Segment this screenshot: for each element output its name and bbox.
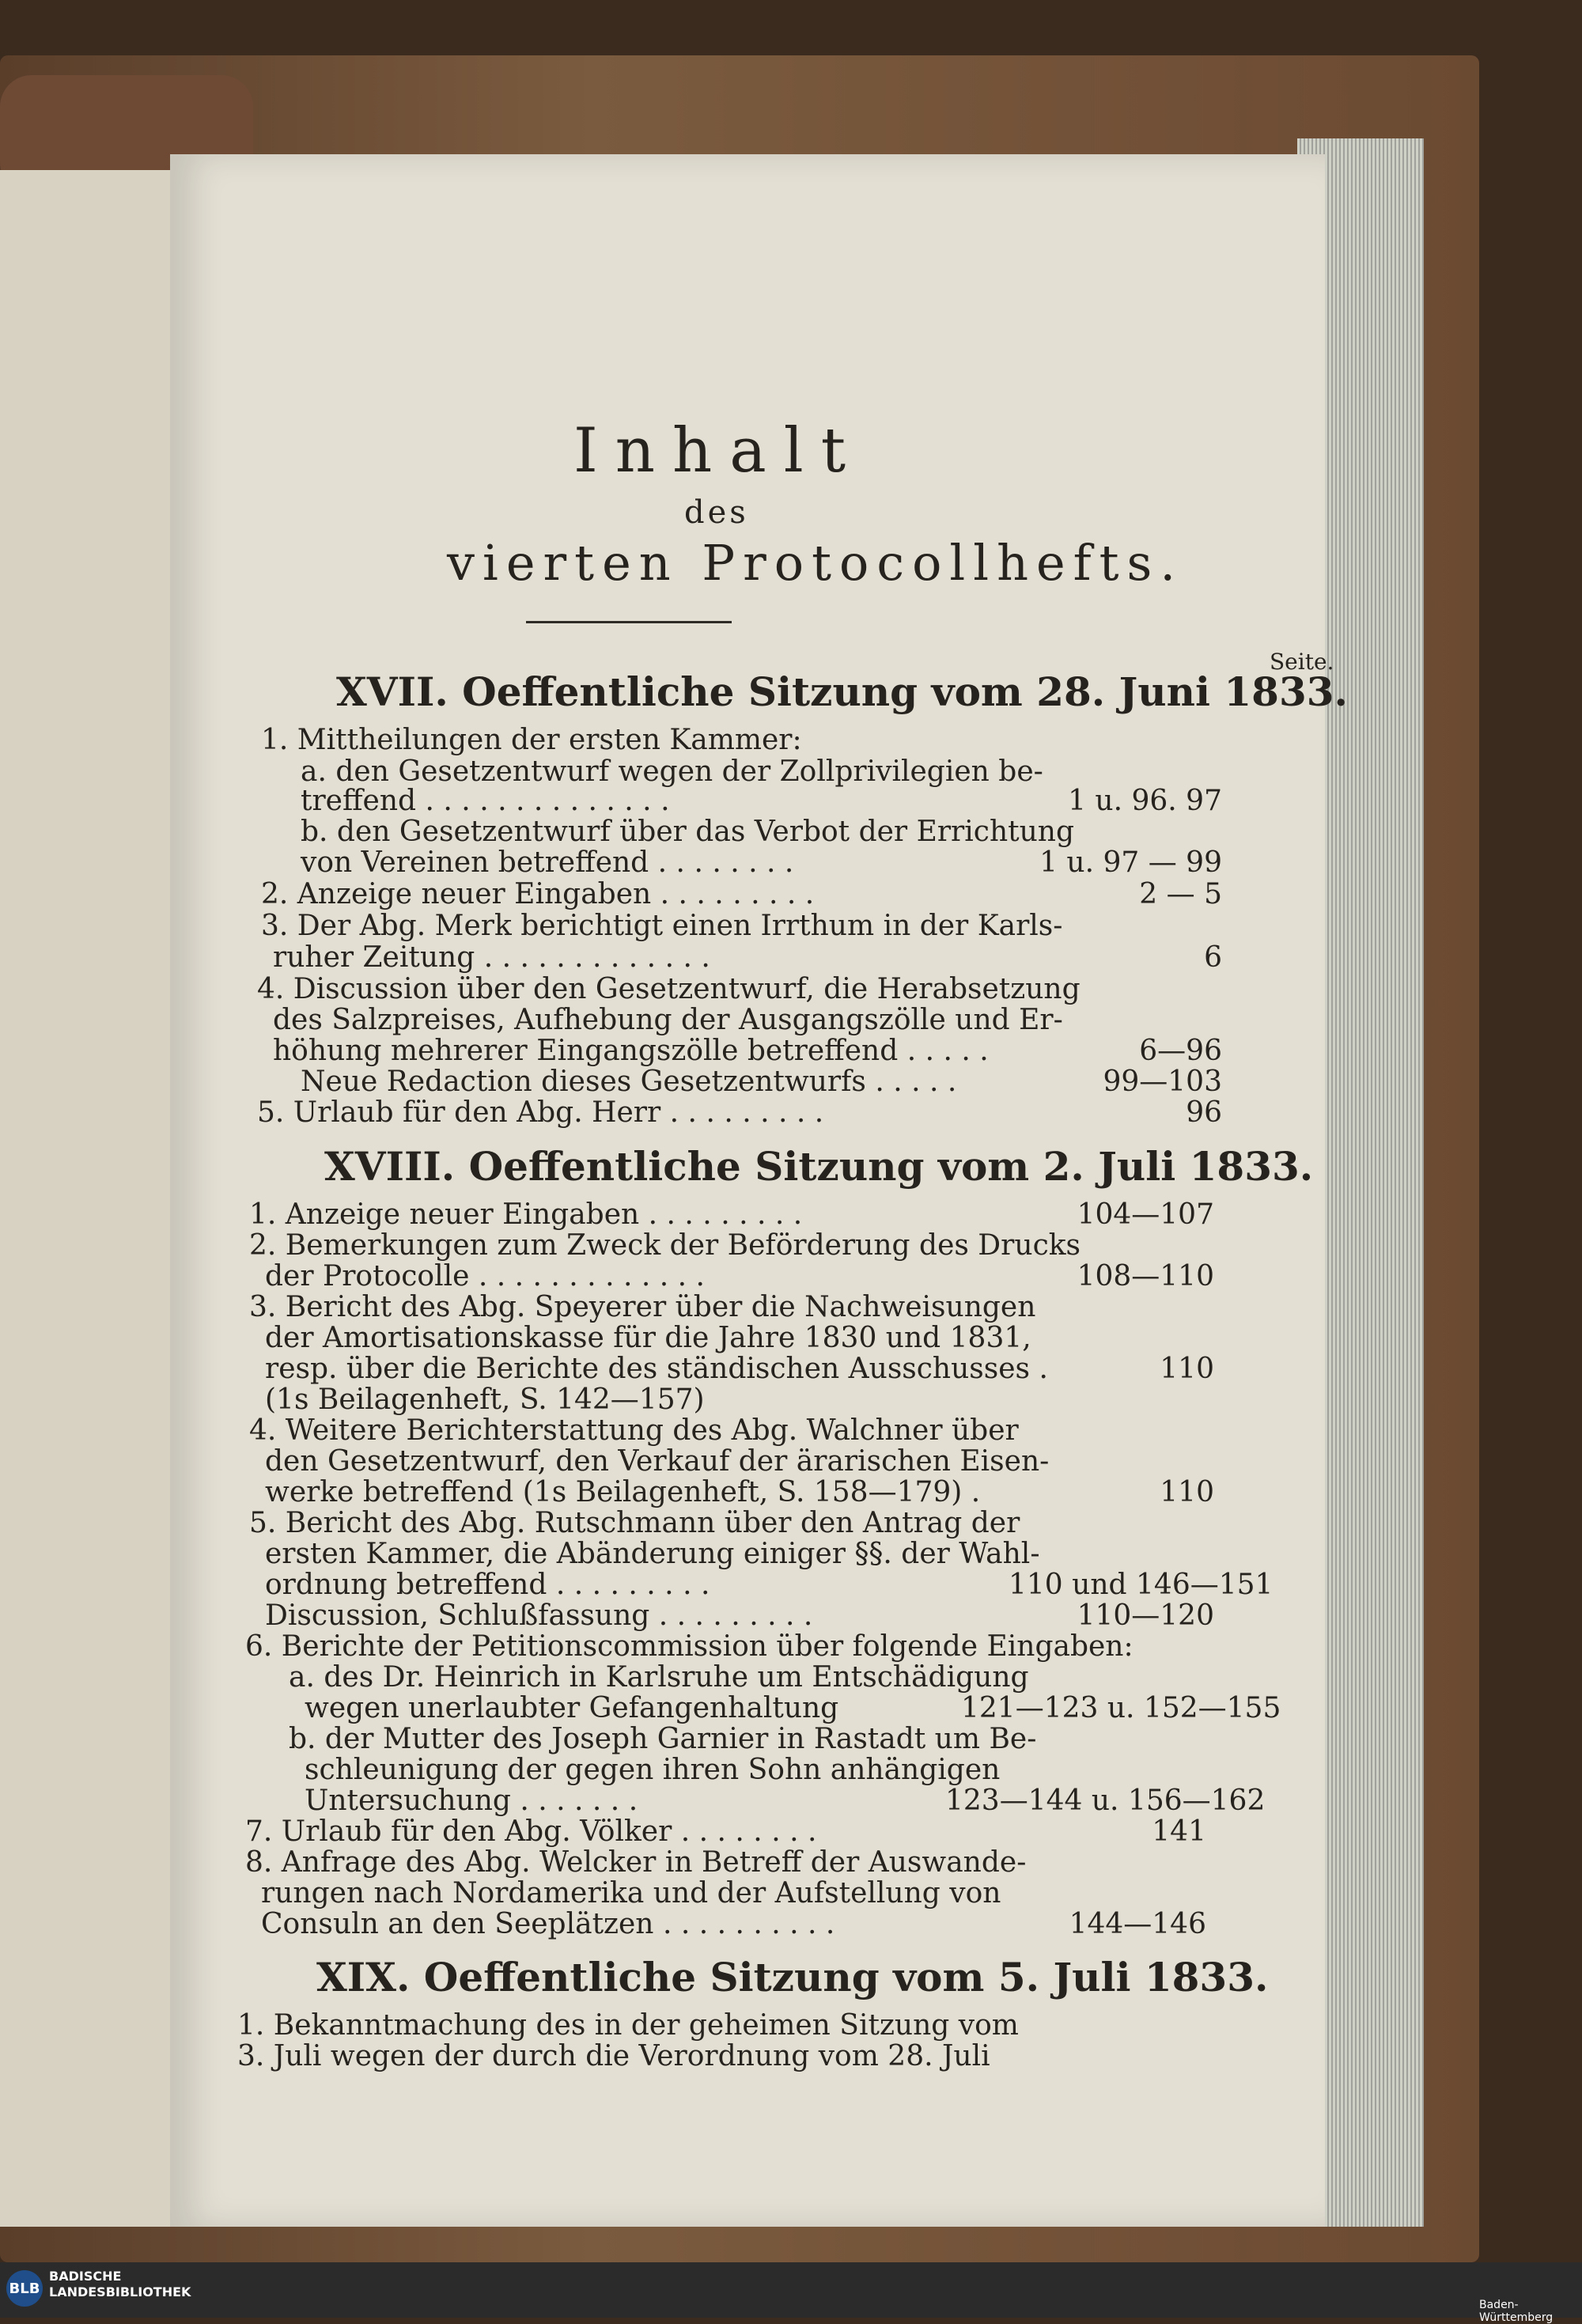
page-ref: 110 (1160, 1353, 1214, 1385)
toc-line: 3. Der Abg. Merk berichtigt einen Irrthum in der Karls- (261, 910, 1063, 942)
state-label: Baden-Württemberg (1479, 2299, 1554, 2324)
page-ref: 123—144 u. 156—162 (945, 1785, 1266, 1817)
page-ref: 1 u. 96. 97 (1068, 785, 1222, 817)
page-ref: 121—123 u. 152—155 (961, 1692, 1281, 1724)
toc-line: der Protocolle . . . . . . . . . . . . . (265, 1260, 705, 1293)
page-subtitle: vierten Protocollhefts. (447, 534, 1184, 592)
page-ref: 6—96 (1139, 1035, 1222, 1067)
toc-line: den Gesetzentwurf, den Verkauf der ärarischen Eisen- (265, 1445, 1050, 1478)
toc-line: des Salzpreises, Aufhebung der Ausgangszölle und Er- (273, 1004, 1063, 1036)
section-heading-xvii: XVII. Oeffentliche Sitzung vom 28. Juni 1833. (336, 668, 1348, 715)
toc-line: 5. Bericht des Abg. Rutschmann über den Antrag der (249, 1507, 1020, 1539)
toc-line: von Vereinen betreffend . . . . . . . . (301, 846, 794, 879)
section-heading-xix: XIX. Oeffentliche Sitzung vom 5. Juli 1833. (316, 1954, 1269, 2000)
toc-line: Consuln an den Seeplätzen . . . . . . . . . . (261, 1908, 835, 1940)
toc-line: höhung mehrerer Eingangszölle betreffend . . . . . (273, 1035, 989, 1067)
toc-line: ruher Zeitung . . . . . . . . . . . . . (273, 941, 710, 974)
toc-line: 6. Berichte der Petitionscommission über folgende Eingaben: (245, 1630, 1134, 1663)
toc-line: 8. Anfrage des Abg. Welcker in Betreff der Auswande- (245, 1846, 1027, 1879)
toc-line: b. der Mutter des Joseph Garnier in Rastadt um Be- (289, 1723, 1037, 1755)
toc-line: 2. Bemerkungen zum Zweck der Beförderung des Drucks (249, 1229, 1081, 1262)
footer-bar (0, 2262, 1582, 2318)
toc-line: 1. Anzeige neuer Eingaben . . . . . . . . . (249, 1198, 803, 1231)
toc-line: resp. über die Berichte des ständischen Ausschusses . (265, 1353, 1048, 1385)
toc-line: werke betreffend (1s Beilagenheft, S. 158—179) . (265, 1476, 981, 1508)
page-ref: 2 — 5 (1139, 878, 1222, 910)
page-ref: 110—120 (1077, 1599, 1214, 1632)
toc-line: 1. Bekanntmachung des in der geheimen Sitzung vom (237, 2009, 1019, 2042)
toc-line: 3. Juli wegen der durch die Verordnung vom 28. Juli (237, 2040, 990, 2072)
toc-line: a. den Gesetzentwurf wegen der Zollprivilegien be- (301, 755, 1043, 788)
title-divider (526, 621, 732, 623)
toc-line: 4. Discussion über den Gesetzentwurf, die Herabsetzung (257, 973, 1081, 1005)
blb-logo: BLB (6, 2270, 43, 2307)
page-ref: 110 und 146—151 (1009, 1569, 1274, 1601)
page-ref: 1 u. 97 — 99 (1039, 846, 1222, 879)
library-name (49, 2269, 191, 2300)
toc-line: 2. Anzeige neuer Eingaben . . . . . . . . . (261, 878, 815, 910)
page-ref: 108—110 (1077, 1260, 1214, 1293)
toc-line: treffend . . . . . . . . . . . . . . (301, 785, 670, 817)
toc-line: 7. Urlaub für den Abg. Völker . . . . . . . . (245, 1815, 817, 1848)
toc-line: Discussion, Schlußfassung . . . . . . . . . (265, 1599, 813, 1632)
book-page (170, 154, 1348, 2227)
toc-line: 5. Urlaub für den Abg. Herr . . . . . . . . . (257, 1096, 824, 1129)
left-page (0, 170, 178, 2227)
page-title: Inhalt (573, 415, 864, 486)
column-header-seite: Seite. (1270, 649, 1334, 675)
toc-line: b. den Gesetzentwurf über das Verbot der Errichtung (301, 816, 1075, 848)
toc-line: 1. Mittheilungen der ersten Kammer: (261, 724, 802, 756)
section-heading-xviii: XVIII. Oeffentliche Sitzung vom 2. Juli 1833. (324, 1143, 1314, 1190)
page-ref: 110 (1160, 1476, 1214, 1508)
page-ref: 99—103 (1103, 1065, 1222, 1098)
toc-line: 3. Bericht des Abg. Speyerer über die Nachweisungen (249, 1291, 1036, 1323)
page-ref: 104—107 (1077, 1198, 1214, 1231)
toc-line: ersten Kammer, die Abänderung einiger §§. der Wahl- (265, 1538, 1040, 1570)
toc-line: ordnung betreffend . . . . . . . . . (265, 1569, 710, 1601)
toc-line: (1s Beilagenheft, S. 142—157) (265, 1383, 705, 1416)
toc-line: Neue Redaction dieses Gesetzentwurfs . . . . . (301, 1065, 957, 1098)
page-ref: 144—146 (1069, 1908, 1206, 1940)
library-name-line1: BADISCHE (49, 2269, 122, 2284)
toc-line: der Amortisationskasse für die Jahre 1830 und 1831, (265, 1322, 1031, 1354)
page-ref: 6 (1204, 941, 1222, 974)
page-ref: 141 (1152, 1815, 1206, 1848)
library-name-line2: LANDESBIBLIOTHEK (49, 2284, 191, 2299)
page-ref: 96 (1186, 1096, 1222, 1129)
toc-line: schleunigung der gegen ihren Sohn anhängigen (305, 1754, 1001, 1786)
toc-line: a. des Dr. Heinrich in Karlsruhe um Entschädigung (289, 1661, 1029, 1694)
toc-line: rungen nach Nordamerika und der Aufstellung von (261, 1877, 1001, 1910)
toc-line: 4. Weitere Berichterstattung des Abg. Walchner über (249, 1414, 1019, 1447)
page-title-des: des (684, 494, 749, 531)
toc-line: Untersuchung . . . . . . . (305, 1785, 638, 1817)
toc-line: wegen unerlaubter Gefangenhaltung (305, 1692, 839, 1724)
